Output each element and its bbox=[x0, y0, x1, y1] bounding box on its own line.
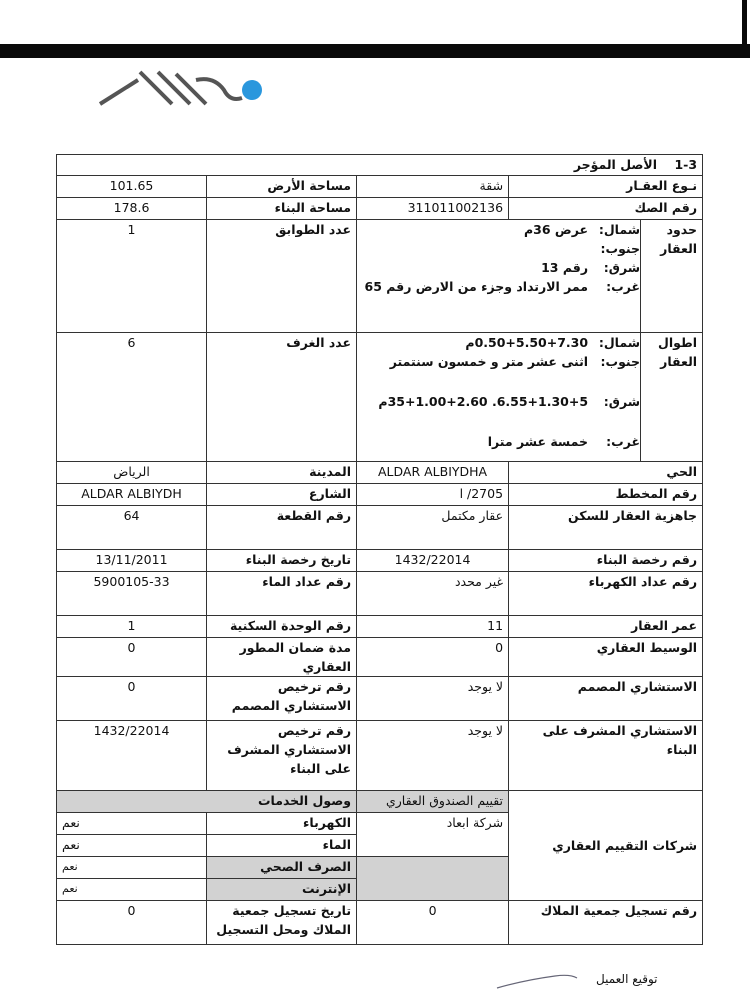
table-row bbox=[57, 220, 703, 333]
row-label: عدد الطوابق bbox=[207, 220, 357, 333]
table-row bbox=[57, 677, 703, 721]
row-label: رقم عداد الماء bbox=[207, 572, 357, 616]
row-label: رقم المخطط bbox=[509, 484, 703, 506]
row-value: 311011002136 bbox=[357, 198, 509, 220]
row-value: 2705/ ا bbox=[357, 484, 509, 506]
row-value: غير محدد bbox=[357, 572, 509, 616]
row-value: 0 bbox=[357, 901, 509, 945]
row-value: 1432/22014 bbox=[57, 721, 207, 791]
north-label: شمال: bbox=[598, 335, 641, 350]
row-label: رقم عداد الكهرباء bbox=[509, 572, 703, 616]
row-label: رقم تسجيل جمعية الملاك bbox=[509, 901, 703, 945]
row-value: 64 bbox=[57, 506, 207, 550]
row-value: 11 bbox=[357, 616, 509, 638]
south-label: جنوب: bbox=[600, 354, 641, 369]
row-value: 1 bbox=[57, 220, 207, 333]
header-bar bbox=[0, 44, 750, 58]
row-value: 0 bbox=[57, 901, 207, 945]
row-value: 1432/22014 bbox=[357, 550, 509, 572]
row-value: عقار مكتمل bbox=[357, 506, 509, 550]
row-label: شركات التقييم العقاري bbox=[509, 791, 703, 901]
row-label: المدينة bbox=[207, 462, 357, 484]
row-label: رقم الصك bbox=[509, 198, 703, 220]
west-value: ممر الارتداد وجزء من الارض رقم 65 bbox=[364, 279, 589, 294]
lengths-cell bbox=[357, 333, 641, 462]
row-value: الرياض bbox=[57, 462, 207, 484]
table-row bbox=[57, 198, 703, 220]
service-name: الماء bbox=[207, 835, 357, 857]
north-value: عرض 36م bbox=[523, 222, 589, 237]
row-value: 1 bbox=[57, 616, 207, 638]
table-row bbox=[57, 616, 703, 638]
company-logo bbox=[96, 66, 266, 110]
empty-shaded-cell bbox=[357, 857, 509, 901]
row-value: 0 bbox=[357, 638, 509, 677]
bounds-cell bbox=[357, 220, 641, 333]
service-value: نعم bbox=[57, 835, 207, 857]
east-label: شرق: bbox=[603, 260, 641, 275]
table-row bbox=[57, 791, 703, 813]
row-label: الاستشاري المشرف على البناء bbox=[509, 721, 703, 791]
row-label: عمر العقار bbox=[509, 616, 703, 638]
header-row bbox=[57, 155, 703, 176]
row-label: رقم القطعة bbox=[207, 506, 357, 550]
leased-asset-table bbox=[56, 154, 703, 945]
row-value: 101.65 bbox=[57, 176, 207, 198]
service-value: نعم bbox=[57, 813, 207, 835]
row-value: 178.6 bbox=[57, 198, 207, 220]
row-label: رقم ترخيص الاستشاري المصمم bbox=[207, 677, 357, 721]
table-row bbox=[57, 462, 703, 484]
row-label: رقم رخصة البناء bbox=[509, 550, 703, 572]
row-label: حدود العقار bbox=[641, 220, 703, 333]
south-label: جنوب: bbox=[600, 241, 641, 256]
row-label: الوسيط العقاري bbox=[509, 638, 703, 677]
table-row bbox=[57, 176, 703, 198]
client-signature-label: توقيع العميل bbox=[596, 972, 658, 986]
service-value: نعم bbox=[57, 879, 207, 901]
south-value: اثنى عشر متر و خمسون سنتمتر bbox=[389, 354, 589, 369]
row-label: رقم ترخيص الاستشاري المشرف على البناء bbox=[207, 721, 357, 791]
row-value: 0 bbox=[57, 638, 207, 677]
west-label: غرب: bbox=[606, 279, 641, 294]
row-label: مدة ضمان المطور العقاري bbox=[207, 638, 357, 677]
table-row bbox=[57, 506, 703, 550]
east-value: 6.55+1.30+5. 35+1.00+2.60م bbox=[378, 394, 589, 409]
row-label: جاهزية العقار للسكن bbox=[509, 506, 703, 550]
table-row bbox=[57, 721, 703, 791]
row-value: ALDAR ALBIYDHA bbox=[357, 462, 509, 484]
table-row bbox=[57, 484, 703, 506]
row-label: نـوع العقـار bbox=[509, 176, 703, 198]
valuation-company: شركة ابعاد bbox=[357, 813, 509, 857]
south-value bbox=[357, 239, 588, 258]
table-row bbox=[57, 550, 703, 572]
table-row bbox=[57, 572, 703, 616]
section-heading: الأصل المؤجر bbox=[573, 157, 658, 172]
signature-scribble bbox=[495, 970, 580, 990]
row-label: عدد الغرف bbox=[207, 333, 357, 462]
service-name: الكهرباء bbox=[207, 813, 357, 835]
row-value: ALDAR ALBIYDH bbox=[57, 484, 207, 506]
row-label: مساحة الأرض bbox=[207, 176, 357, 198]
row-value: لا يوجد bbox=[357, 677, 509, 721]
row-label: تاريخ رخصة البناء bbox=[207, 550, 357, 572]
row-label: تاريخ تسجيل جمعية الملاك ومحل التسجيل bbox=[207, 901, 357, 945]
row-label: الحي bbox=[509, 462, 703, 484]
west-label: غرب: bbox=[606, 434, 641, 449]
row-label: الاستشاري المصمم bbox=[509, 677, 703, 721]
east-label: شرق: bbox=[603, 394, 641, 409]
row-value: 0 bbox=[57, 677, 207, 721]
table-row bbox=[57, 333, 703, 462]
row-label: الشارع bbox=[207, 484, 357, 506]
page-border-line bbox=[742, 0, 747, 50]
services-heading: وصول الخدمات bbox=[57, 791, 357, 813]
north-label: شمال: bbox=[598, 222, 641, 237]
west-value: خمسة عشر مترا bbox=[487, 434, 589, 449]
row-value: 13/11/2011 bbox=[57, 550, 207, 572]
row-label: رقم الوحدة السكنية bbox=[207, 616, 357, 638]
service-name: الصرف الصحي bbox=[207, 857, 357, 879]
section-number: 1-3 bbox=[674, 157, 698, 172]
row-label: مساحة البناء bbox=[207, 198, 357, 220]
fund-label: تقييم الصندوق العقاري bbox=[357, 791, 509, 813]
table-row bbox=[57, 901, 703, 945]
row-value: لا يوجد bbox=[357, 721, 509, 791]
east-value: رقم 13 bbox=[541, 260, 589, 275]
service-value: نعم bbox=[57, 857, 207, 879]
north-value: 0.50+5.50+7.30م bbox=[465, 335, 589, 350]
service-name: الإنترنت bbox=[207, 879, 357, 901]
row-value: 5900105-33 bbox=[57, 572, 207, 616]
table-row bbox=[57, 638, 703, 677]
row-value: شقة bbox=[357, 176, 509, 198]
row-label: اطوال العقار bbox=[641, 333, 703, 462]
row-value: 6 bbox=[57, 333, 207, 462]
section-title bbox=[57, 155, 703, 176]
